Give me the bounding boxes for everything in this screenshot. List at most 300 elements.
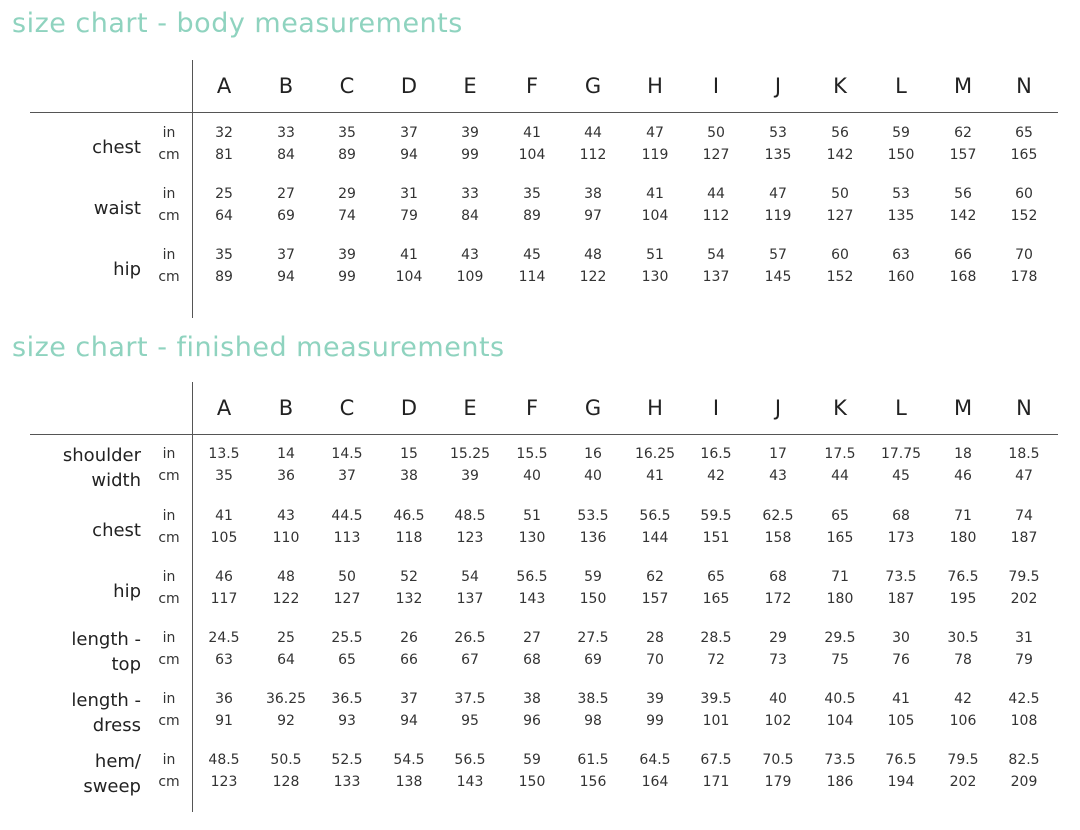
size-header-b: B <box>278 396 294 420</box>
cell-value: 54 <box>461 569 479 585</box>
cell-value: 27 <box>277 186 295 202</box>
cell-value: 47 <box>1015 468 1033 484</box>
cell-value: 35 <box>215 468 233 484</box>
cell-value: 109 <box>456 269 484 285</box>
cell-value: 24.5 <box>208 630 240 646</box>
cell-value: 98 <box>584 713 602 729</box>
cell-value: 72 <box>707 652 725 668</box>
size-header-j: J <box>774 74 782 98</box>
cell-value: 78 <box>954 652 972 668</box>
cell-value: 79 <box>400 208 418 224</box>
cell-value: 44 <box>831 468 849 484</box>
cell-value: 104 <box>641 208 669 224</box>
size-header-d: D <box>400 74 418 98</box>
cell-value: 91 <box>215 713 233 729</box>
cell-value: 43 <box>769 468 787 484</box>
cell-value: 41 <box>646 468 664 484</box>
size-header-f: F <box>525 74 539 98</box>
size-header-j: J <box>774 396 782 420</box>
cell-value: 29.5 <box>824 630 856 646</box>
cell-value: 82.5 <box>1008 752 1040 768</box>
cell-value: 135 <box>887 208 915 224</box>
cell-value: 113 <box>333 530 361 546</box>
size-header-l: L <box>895 396 907 420</box>
cell-value: 33 <box>461 186 479 202</box>
cell-value: 15.25 <box>449 446 491 462</box>
unit-label-in: in <box>162 630 176 646</box>
cell-value: 27 <box>523 630 541 646</box>
cell-value: 17 <box>769 446 787 462</box>
cell-value: 133 <box>333 774 361 790</box>
cell-value: 37.5 <box>454 691 486 707</box>
unit-label-cm: cm <box>158 591 180 607</box>
unit-label-in: in <box>162 186 176 202</box>
cell-value: 89 <box>338 147 356 163</box>
cell-value: 30 <box>892 630 910 646</box>
cell-value: 14 <box>277 446 295 462</box>
cell-value: 41 <box>646 186 664 202</box>
cell-value: 32 <box>215 125 233 141</box>
cell-value: 37 <box>400 125 418 141</box>
cell-value: 36 <box>215 691 233 707</box>
cell-value: 142 <box>826 147 854 163</box>
row-label: shoulder width <box>62 445 141 491</box>
cell-value: 46 <box>215 569 233 585</box>
cell-value: 56.5 <box>454 752 486 768</box>
cell-value: 31 <box>400 186 418 202</box>
cell-value: 38 <box>400 468 418 484</box>
cell-value: 143 <box>518 591 546 607</box>
cell-value: 79 <box>1015 652 1033 668</box>
cell-value: 202 <box>949 774 977 790</box>
cell-value: 112 <box>579 147 607 163</box>
cell-value: 157 <box>949 147 977 163</box>
cell-value: 28 <box>646 630 664 646</box>
cell-value: 68 <box>523 652 541 668</box>
cell-value: 56.5 <box>639 508 671 524</box>
cell-value: 164 <box>641 774 669 790</box>
cell-value: 102 <box>764 713 792 729</box>
cell-value: 137 <box>702 269 730 285</box>
size-header-k: K <box>833 396 847 420</box>
cell-value: 25 <box>215 186 233 202</box>
cell-value: 51 <box>523 508 541 524</box>
cell-value: 105 <box>887 713 915 729</box>
unit-label-cm: cm <box>158 713 180 729</box>
cell-value: 60 <box>831 247 849 263</box>
cell-value: 16 <box>584 446 602 462</box>
cell-value: 69 <box>277 208 295 224</box>
cell-value: 37 <box>277 247 295 263</box>
cell-value: 64 <box>215 208 233 224</box>
unit-label-cm: cm <box>158 147 180 163</box>
cell-value: 63 <box>215 652 233 668</box>
cell-value: 180 <box>826 591 854 607</box>
cell-value: 44 <box>584 125 602 141</box>
cell-value: 130 <box>518 530 546 546</box>
cell-value: 108 <box>1010 713 1038 729</box>
cell-value: 66 <box>400 652 418 668</box>
cell-value: 31 <box>1015 630 1033 646</box>
cell-value: 40 <box>769 691 787 707</box>
cell-value: 150 <box>518 774 546 790</box>
cell-value: 39 <box>461 468 479 484</box>
cell-value: 17.75 <box>880 446 922 462</box>
cell-value: 187 <box>887 591 915 607</box>
cell-value: 36.25 <box>265 691 307 707</box>
cell-value: 112 <box>702 208 730 224</box>
cell-value: 122 <box>272 591 300 607</box>
cell-value: 173 <box>887 530 915 546</box>
table-row <box>0 691 1080 735</box>
cell-value: 41 <box>400 247 418 263</box>
size-header-l: L <box>895 74 907 98</box>
size-header-c: C <box>339 396 355 420</box>
cell-value: 143 <box>456 774 484 790</box>
size-header-i: I <box>712 74 720 98</box>
row-label: chest <box>92 519 141 541</box>
cell-value: 65 <box>1015 125 1033 141</box>
cell-value: 53 <box>769 125 787 141</box>
size-header-m: M <box>953 396 973 420</box>
cell-value: 104 <box>518 147 546 163</box>
cell-value: 44 <box>707 186 725 202</box>
cell-value: 18 <box>954 446 972 462</box>
cell-value: 136 <box>579 530 607 546</box>
row-label: hip <box>113 580 141 602</box>
size-header-d: D <box>400 396 418 420</box>
unit-label-in: in <box>162 508 176 524</box>
cell-value: 28.5 <box>700 630 732 646</box>
cell-value: 123 <box>456 530 484 546</box>
cell-value: 74 <box>338 208 356 224</box>
size-header-m: M <box>953 74 973 98</box>
cell-value: 54.5 <box>393 752 425 768</box>
cell-value: 45 <box>523 247 541 263</box>
cell-value: 71 <box>831 569 849 585</box>
row-label: chest <box>92 136 141 158</box>
cell-value: 52.5 <box>331 752 363 768</box>
cell-value: 195 <box>949 591 977 607</box>
header-rule <box>30 434 1058 435</box>
cell-value: 73.5 <box>885 569 917 585</box>
cell-value: 202 <box>1010 591 1038 607</box>
cell-value: 94 <box>400 147 418 163</box>
cell-value: 81 <box>215 147 233 163</box>
cell-value: 56 <box>831 125 849 141</box>
cell-value: 165 <box>1010 147 1038 163</box>
cell-value: 165 <box>702 591 730 607</box>
table-row <box>0 752 1080 796</box>
cell-value: 51 <box>646 247 664 263</box>
table-row <box>0 508 1080 552</box>
cell-value: 150 <box>887 147 915 163</box>
cell-value: 36 <box>277 468 295 484</box>
cell-value: 38 <box>584 186 602 202</box>
cell-value: 33 <box>277 125 295 141</box>
row-label: hem/ sweep <box>83 751 141 797</box>
cell-value: 76.5 <box>947 569 979 585</box>
cell-value: 62 <box>954 125 972 141</box>
cell-value: 42 <box>954 691 972 707</box>
size-header-a: A <box>216 396 232 420</box>
cell-value: 25.5 <box>331 630 363 646</box>
cell-value: 16.25 <box>634 446 676 462</box>
cell-value: 45 <box>892 468 910 484</box>
size-header-k: K <box>833 74 847 98</box>
cell-value: 50 <box>831 186 849 202</box>
cell-value: 35 <box>338 125 356 141</box>
cell-value: 99 <box>461 147 479 163</box>
cell-value: 135 <box>764 147 792 163</box>
cell-value: 27.5 <box>577 630 609 646</box>
cell-value: 43 <box>461 247 479 263</box>
cell-value: 39.5 <box>700 691 732 707</box>
cell-value: 40 <box>584 468 602 484</box>
cell-value: 117 <box>210 591 238 607</box>
cell-value: 50.5 <box>270 752 302 768</box>
table-row <box>0 446 1080 490</box>
cell-value: 15.5 <box>516 446 548 462</box>
cell-value: 151 <box>702 530 730 546</box>
cell-value: 60 <box>1015 186 1033 202</box>
cell-value: 187 <box>1010 530 1038 546</box>
cell-value: 89 <box>215 269 233 285</box>
cell-value: 70 <box>646 652 664 668</box>
chart-title: size chart - body measurements <box>12 8 463 39</box>
cell-value: 64 <box>277 652 295 668</box>
cell-value: 94 <box>277 269 295 285</box>
cell-value: 70.5 <box>762 752 794 768</box>
cell-value: 13.5 <box>208 446 240 462</box>
unit-label-cm: cm <box>158 269 180 285</box>
unit-label-in: in <box>162 752 176 768</box>
cell-value: 65 <box>831 508 849 524</box>
cell-value: 79.5 <box>1008 569 1040 585</box>
cell-value: 158 <box>764 530 792 546</box>
cell-value: 42.5 <box>1008 691 1040 707</box>
cell-value: 104 <box>395 269 423 285</box>
cell-value: 74 <box>1015 508 1033 524</box>
unit-label-in: in <box>162 125 176 141</box>
cell-value: 118 <box>395 530 423 546</box>
cell-value: 97 <box>584 208 602 224</box>
cell-value: 101 <box>702 713 730 729</box>
unit-label-in: in <box>162 691 176 707</box>
cell-value: 178 <box>1010 269 1038 285</box>
cell-value: 14.5 <box>331 446 363 462</box>
cell-value: 35 <box>215 247 233 263</box>
cell-value: 150 <box>579 591 607 607</box>
cell-value: 127 <box>702 147 730 163</box>
row-label: length - dress <box>71 690 141 736</box>
cell-value: 56.5 <box>516 569 548 585</box>
cell-value: 59 <box>523 752 541 768</box>
unit-label-in: in <box>162 569 176 585</box>
table-row <box>0 630 1080 674</box>
table-row <box>0 125 1080 169</box>
cell-value: 73 <box>769 652 787 668</box>
cell-value: 48 <box>277 569 295 585</box>
cell-value: 30.5 <box>947 630 979 646</box>
cell-value: 65 <box>707 569 725 585</box>
cell-value: 93 <box>338 713 356 729</box>
cell-value: 18.5 <box>1008 446 1040 462</box>
row-label: waist <box>93 197 141 219</box>
size-header-h: H <box>647 396 663 420</box>
cell-value: 114 <box>518 269 546 285</box>
cell-value: 36.5 <box>331 691 363 707</box>
cell-value: 52 <box>400 569 418 585</box>
cell-value: 110 <box>272 530 300 546</box>
table-row <box>0 247 1080 291</box>
size-header-g: G <box>584 74 602 98</box>
cell-value: 48.5 <box>454 508 486 524</box>
cell-value: 53 <box>892 186 910 202</box>
cell-value: 172 <box>764 591 792 607</box>
cell-value: 73.5 <box>824 752 856 768</box>
cell-value: 194 <box>887 774 915 790</box>
cell-value: 76 <box>892 652 910 668</box>
cell-value: 179 <box>764 774 792 790</box>
cell-value: 53.5 <box>577 508 609 524</box>
unit-label-cm: cm <box>158 468 180 484</box>
cell-value: 84 <box>277 147 295 163</box>
size-header-e: E <box>463 396 477 420</box>
cell-value: 104 <box>826 713 854 729</box>
cell-value: 59 <box>892 125 910 141</box>
cell-value: 38.5 <box>577 691 609 707</box>
cell-value: 41 <box>523 125 541 141</box>
cell-value: 165 <box>826 530 854 546</box>
row-label: hip <box>113 258 141 280</box>
chart-title: size chart - finished measurements <box>12 332 505 363</box>
cell-value: 76.5 <box>885 752 917 768</box>
unit-label-in: in <box>162 247 176 263</box>
cell-value: 42 <box>707 468 725 484</box>
cell-value: 39 <box>646 691 664 707</box>
row-label: length - top <box>71 629 141 675</box>
cell-value: 75 <box>831 652 849 668</box>
cell-value: 37 <box>400 691 418 707</box>
cell-value: 128 <box>272 774 300 790</box>
cell-value: 47 <box>769 186 787 202</box>
cell-value: 137 <box>456 591 484 607</box>
cell-value: 186 <box>826 774 854 790</box>
cell-value: 132 <box>395 591 423 607</box>
cell-value: 157 <box>641 591 669 607</box>
cell-value: 48 <box>584 247 602 263</box>
size-header-h: H <box>647 74 663 98</box>
size-header-f: F <box>525 396 539 420</box>
cell-value: 43 <box>277 508 295 524</box>
cell-value: 54 <box>707 247 725 263</box>
cell-value: 67 <box>461 652 479 668</box>
cell-value: 68 <box>769 569 787 585</box>
cell-value: 39 <box>461 125 479 141</box>
cell-value: 56 <box>954 186 972 202</box>
cell-value: 180 <box>949 530 977 546</box>
table-row <box>0 569 1080 613</box>
cell-value: 152 <box>1010 208 1038 224</box>
cell-value: 61.5 <box>577 752 609 768</box>
cell-value: 59.5 <box>700 508 732 524</box>
cell-value: 46 <box>954 468 972 484</box>
size-header-a: A <box>216 74 232 98</box>
cell-value: 50 <box>707 125 725 141</box>
cell-value: 25 <box>277 630 295 646</box>
cell-value: 29 <box>769 630 787 646</box>
cell-value: 40.5 <box>824 691 856 707</box>
cell-value: 160 <box>887 269 915 285</box>
cell-value: 130 <box>641 269 669 285</box>
unit-label-cm: cm <box>158 530 180 546</box>
cell-value: 89 <box>523 208 541 224</box>
cell-value: 84 <box>461 208 479 224</box>
cell-value: 41 <box>892 691 910 707</box>
size-header-b: B <box>278 74 294 98</box>
cell-value: 119 <box>641 147 669 163</box>
cell-value: 99 <box>338 269 356 285</box>
unit-label-cm: cm <box>158 774 180 790</box>
cell-value: 123 <box>210 774 238 790</box>
cell-value: 122 <box>579 269 607 285</box>
cell-value: 44.5 <box>331 508 363 524</box>
cell-value: 171 <box>702 774 730 790</box>
cell-value: 29 <box>338 186 356 202</box>
cell-value: 50 <box>338 569 356 585</box>
cell-value: 79.5 <box>947 752 979 768</box>
cell-value: 67.5 <box>700 752 732 768</box>
cell-value: 41 <box>215 508 233 524</box>
cell-value: 209 <box>1010 774 1038 790</box>
cell-value: 168 <box>949 269 977 285</box>
cell-value: 105 <box>210 530 238 546</box>
cell-value: 92 <box>277 713 295 729</box>
cell-value: 96 <box>523 713 541 729</box>
cell-value: 17.5 <box>824 446 856 462</box>
cell-value: 46.5 <box>393 508 425 524</box>
cell-value: 47 <box>646 125 664 141</box>
cell-value: 65 <box>338 652 356 668</box>
cell-value: 16.5 <box>700 446 732 462</box>
size-header-i: I <box>712 396 720 420</box>
cell-value: 69 <box>584 652 602 668</box>
cell-value: 127 <box>826 208 854 224</box>
unit-label-cm: cm <box>158 652 180 668</box>
cell-value: 15 <box>400 446 418 462</box>
cell-value: 64.5 <box>639 752 671 768</box>
size-header-c: C <box>339 74 355 98</box>
cell-value: 35 <box>523 186 541 202</box>
cell-value: 63 <box>892 247 910 263</box>
size-header-n: N <box>1016 396 1032 420</box>
cell-value: 62 <box>646 569 664 585</box>
cell-value: 40 <box>523 468 541 484</box>
cell-value: 145 <box>764 269 792 285</box>
size-header-g: G <box>584 396 602 420</box>
cell-value: 127 <box>333 591 361 607</box>
cell-value: 57 <box>769 247 787 263</box>
cell-value: 48.5 <box>208 752 240 768</box>
size-header-e: E <box>463 74 477 98</box>
cell-value: 68 <box>892 508 910 524</box>
cell-value: 26 <box>400 630 418 646</box>
cell-value: 37 <box>338 468 356 484</box>
cell-value: 95 <box>461 713 479 729</box>
cell-value: 138 <box>395 774 423 790</box>
cell-value: 152 <box>826 269 854 285</box>
